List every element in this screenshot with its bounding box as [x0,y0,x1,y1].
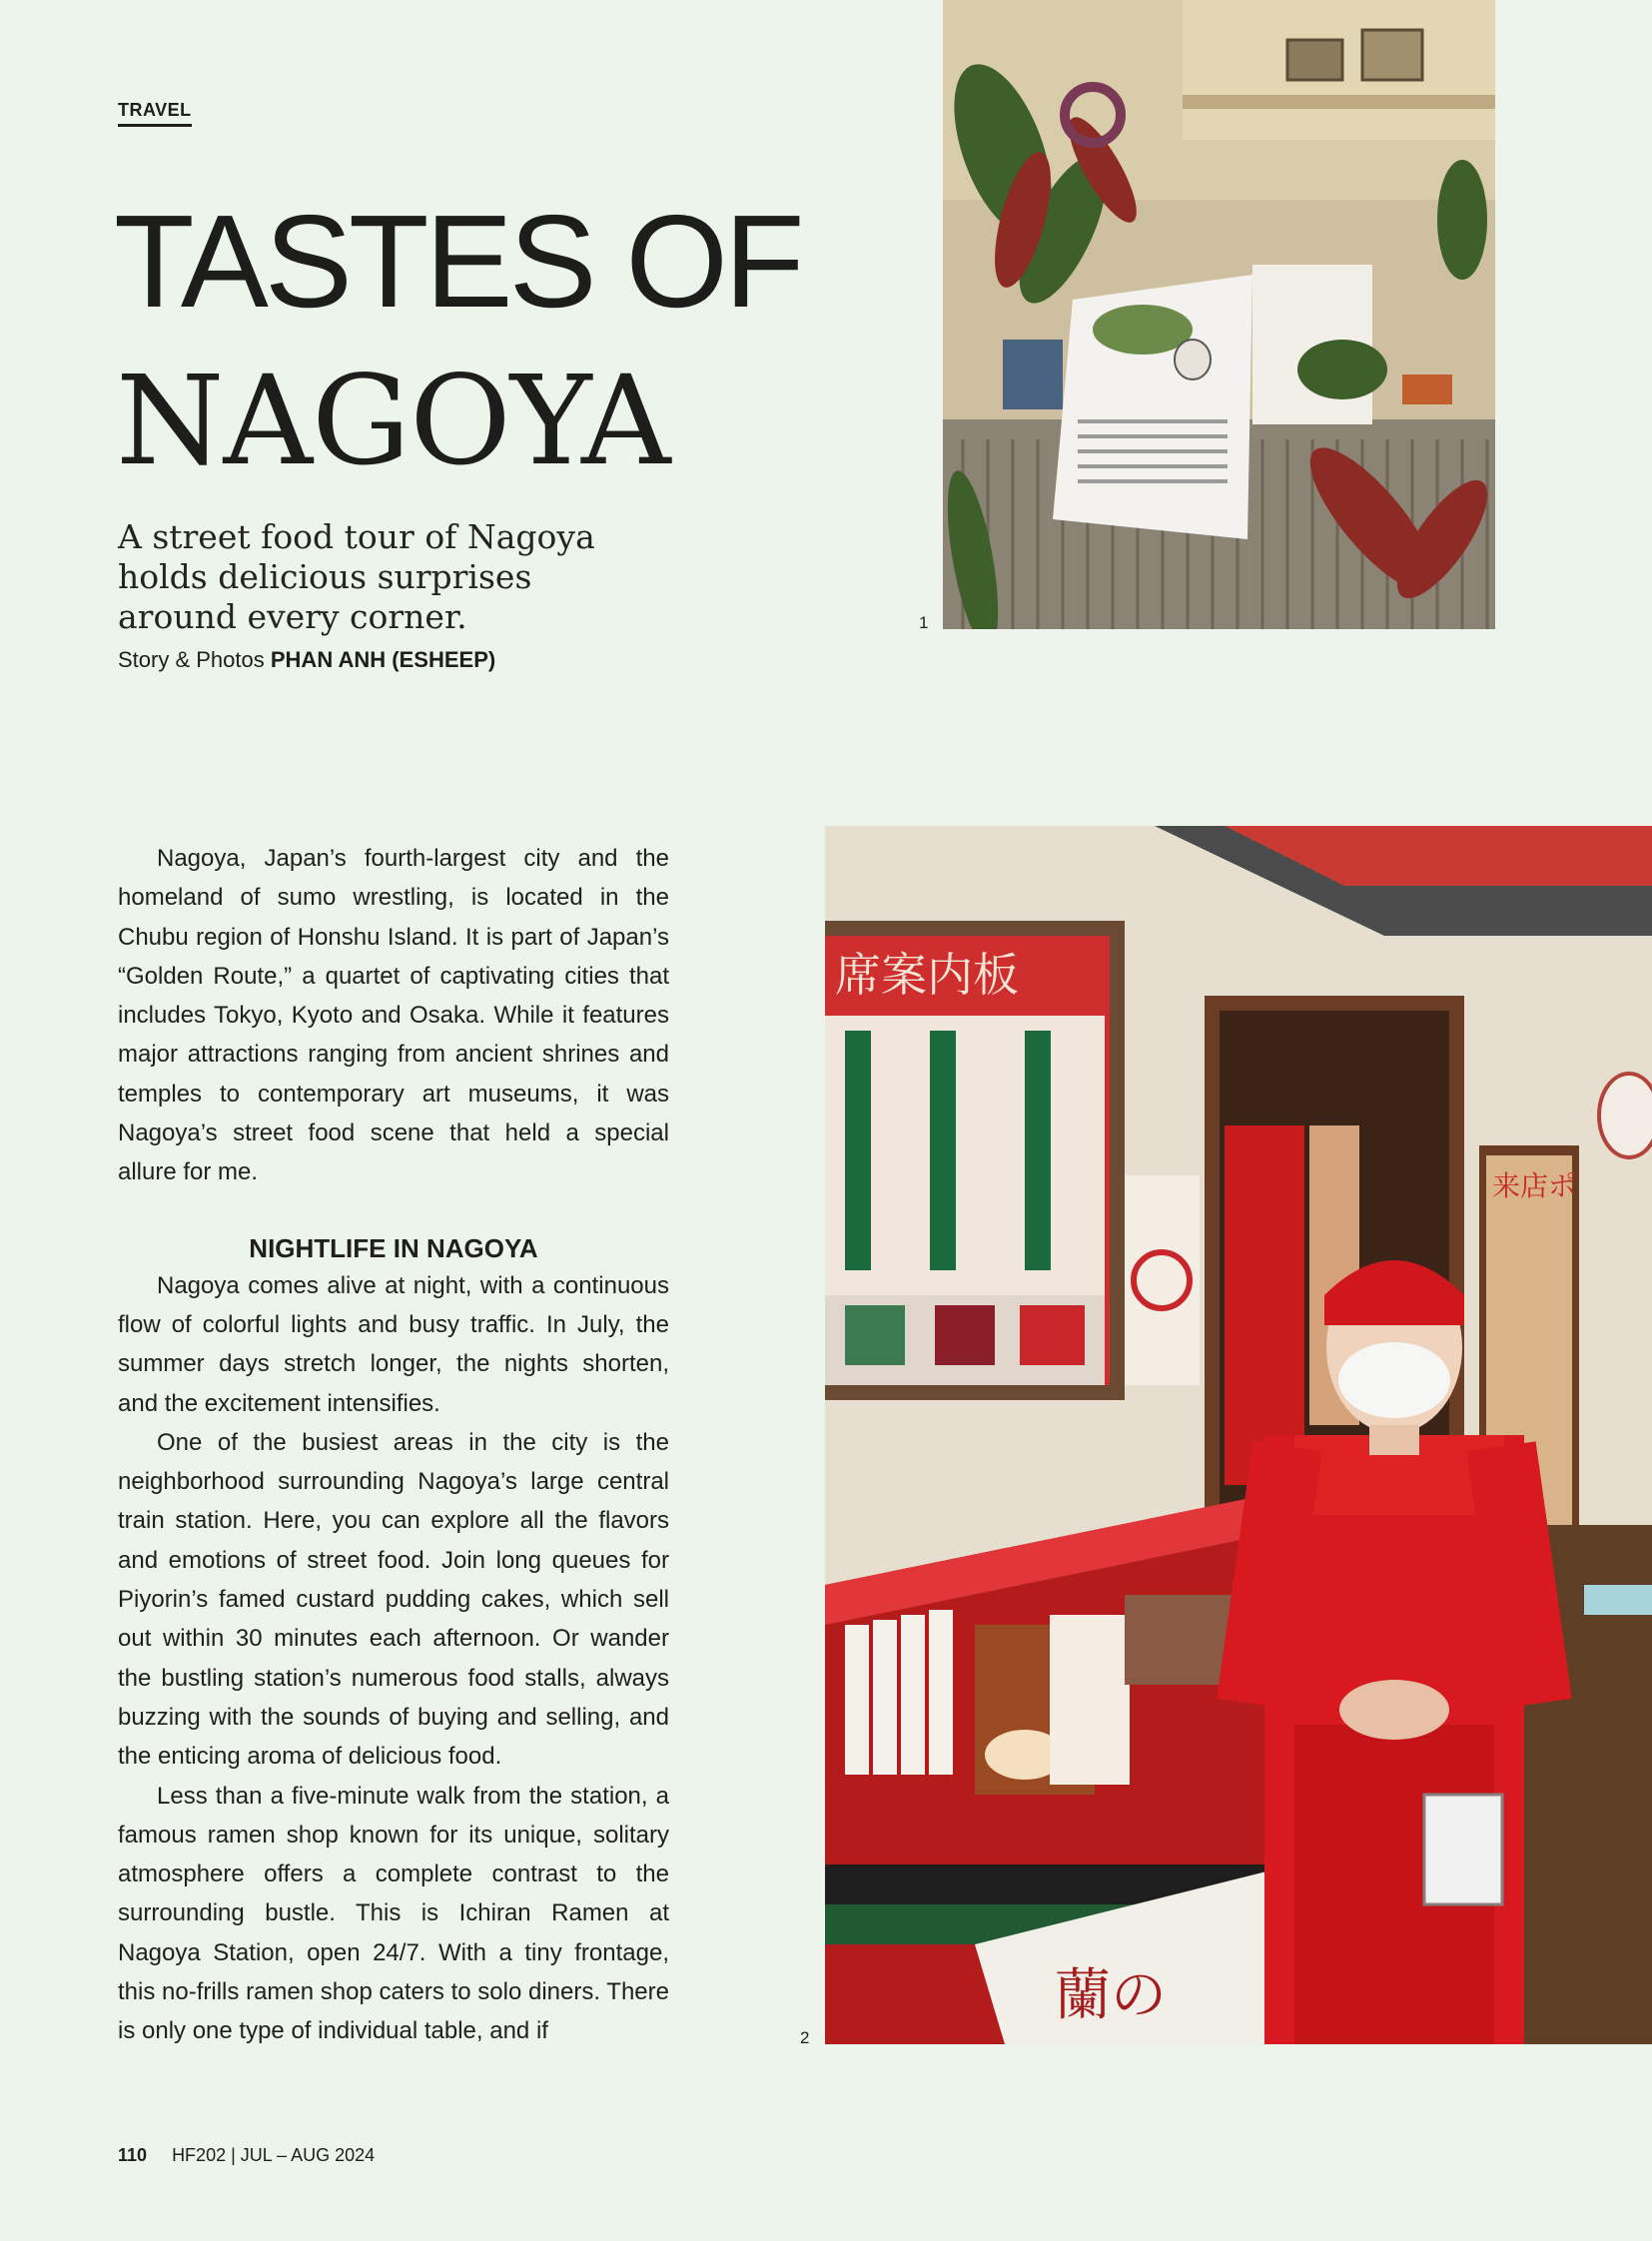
article-paragraph: Nagoya comes alive at night, with a continuous flow of colorful lights and busy traffic. In July, the summer days stretch longer, the nights shorten, and the excitement intensifies. [118,1271,669,1417]
svg-text:席案内板: 席案内板 [835,948,1019,1002]
section-tag: TRAVEL [118,100,192,127]
photo-ramen-shop-image [825,826,1652,2044]
photo-2-caption-number: 2 [800,2028,810,2047]
issue-info: HF202 | JUL – AUG 2024 [172,2145,376,2165]
article-body [118,839,669,2051]
svg-text:蘭の: 蘭の [1055,1963,1167,2028]
article-paragraph: Nagoya, Japan’s fourth-largest city and the homeland of sumo wrestling, is located in the Chubu region of Honshu Island. It is part of Japan’s “Golden Route,” a quartet of captivating cities that includes Tokyo, Kyoto and Osaka. While it features major attractions ranging from ancient shrines and temples to contemporary art museums, it was Nagoya’s street food scene that held a special allure for me. [118,845,669,1186]
photo-cafe-counter [943,0,1495,629]
byline [118,647,495,673]
byline-prefix: Story & Photos [118,647,265,672]
article-paragraph: Less than a five-minute walk from the station, a famous ramen shop known for its unique, solitary atmosphere offers a complete contrast to the surrounding bustle. This is Ichiran Ramen at Nagoya Station, open 24/7. With a tiny frontage, this no-frills ramen shop caters to solo diners. There is only one type of individual table, and if [118,1782,669,2045]
photo-ramen-shop [825,826,1652,2044]
svg-text:来店ポ: 来店ポ [1492,1169,1577,1202]
title-line-1: TASTES OF [114,188,801,335]
photo-1-caption-number: 1 [919,613,929,632]
byline-author: PHAN ANH (ESHEEP) [270,647,496,672]
title-line-2: NAGOYA [116,350,670,493]
photo-cafe-counter-image [943,0,1495,629]
article-subheading: NIGHTLIFE IN NAGOYA [249,1232,538,1263]
article-dek: A street food tour of Nagoya holds delicious surprises around every corner. [118,517,595,636]
article-paragraph: One of the busiest areas in the city is the neighborhood surrounding Nagoya’s large central train station. Here, you can explore all the flavors and emotions of street food. Join long queues for Piyorin’s famed custard pudding cakes, which sell out within 30 minutes each afternoon. Or wander the bustling station’s numerous food stalls, always buzzing with the sounds of buying and selling, and the enticing aroma of delicious food. [118,1428,669,1771]
page-number: 110 [118,2145,148,2165]
page-footer [118,2145,375,2166]
